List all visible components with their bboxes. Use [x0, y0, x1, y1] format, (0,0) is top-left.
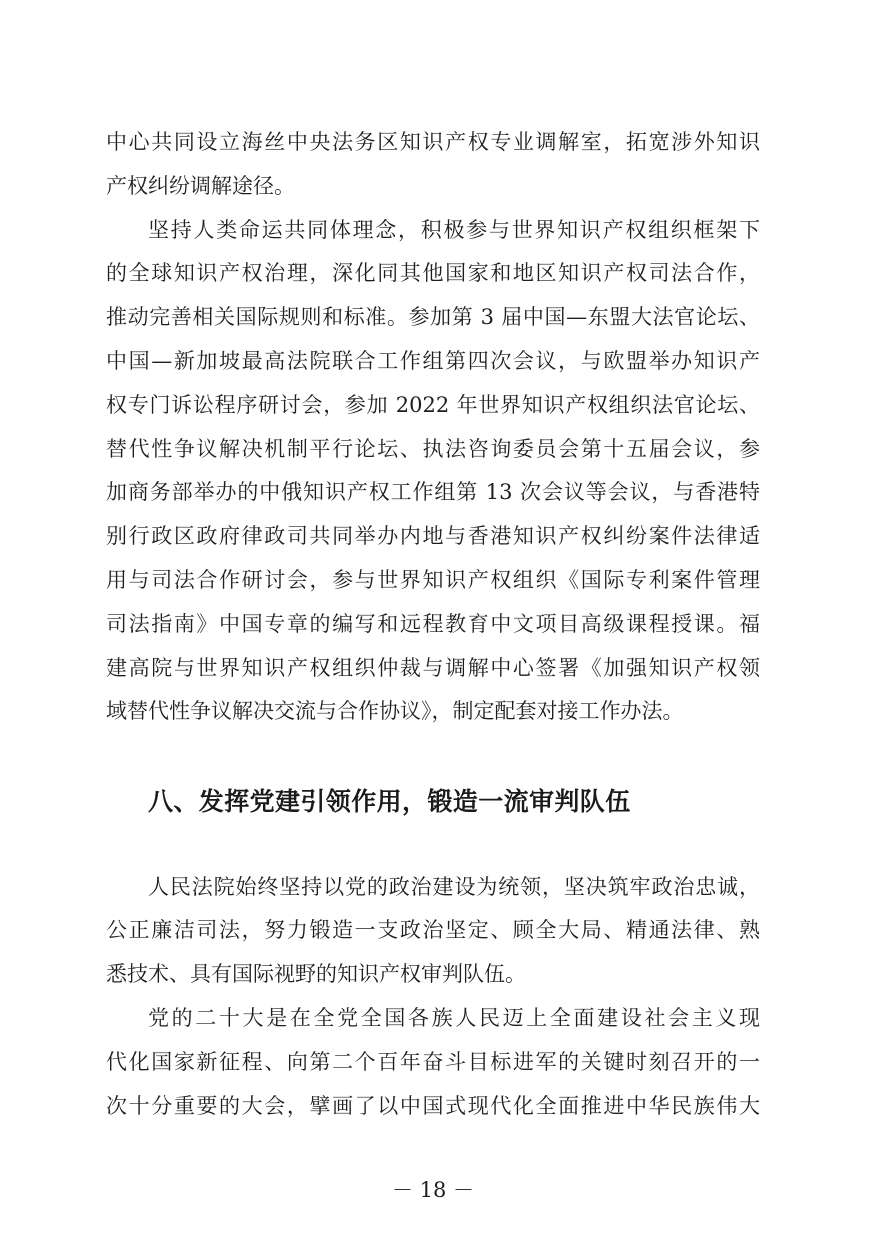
- text-line: 域替代性争议解决交流与合作协议》，制定配套对接工作办法。: [106, 699, 684, 724]
- body-text: [106, 121, 760, 1128]
- text-line: 建高院与世界知识产权组织仲裁与调解中心签署《加强知识产权领: [106, 655, 760, 680]
- text-line: 悉技术、具有国际视野的知识产权审判队伍。: [106, 962, 526, 987]
- text-line: 别行政区政府律政司共同举办内地与香港知识产权纠纷案件法律适: [106, 524, 760, 549]
- paragraph: [106, 209, 760, 735]
- paragraph: [106, 121, 760, 209]
- text-line: 代化国家新征程、向第二个百年奋斗目标进军的关键时刻召开的一: [106, 1049, 760, 1074]
- section-heading-block: [106, 734, 760, 865]
- text-line: 中心共同设立海丝中央法务区知识产权专业调解室，拓宽涉外知识: [106, 130, 760, 154]
- text-line: 党的二十大是在全党全国各族人民迈上全面建设社会主义现: [148, 1005, 760, 1030]
- text-line: 司法指南》中国专章的编写和远程教育中文项目高级课程授课。福: [106, 611, 760, 636]
- paragraph: [106, 997, 760, 1128]
- text-line: 的全球知识产权治理，深化同其他国家和地区知识产权司法合作，: [106, 261, 760, 286]
- text-line: 产权纠纷调解途径。: [106, 173, 295, 198]
- text-line: 用与司法合作研讨会，参与世界知识产权组织《国际专利案件管理: [106, 567, 760, 592]
- text-line: 推动完善相关国际规则和标准。参加第 3 届中国—东盟大法官论坛、: [106, 305, 760, 330]
- text-line: 坚持人类命运共同体理念，积极参与世界知识产权组织框架下: [148, 217, 760, 242]
- text-line: 人民法院始终坚持以党的政治建设为统领，坚决筑牢政治忠诚，: [148, 874, 760, 899]
- text-line: 加商务部举办的中俄知识产权工作组第 13 次会议等会议，与香港特: [106, 480, 760, 505]
- text-line: 替代性争议解决机制平行论坛、执法咨询委员会第十五届会议，参: [106, 436, 760, 461]
- text-line: 中国—新加坡最高法院联合工作组第四次会议，与欧盟举办知识产: [106, 348, 760, 373]
- text-line: 权专门诉讼程序研讨会，参加 2022 年世界知识产权组织法官论坛、: [106, 392, 760, 417]
- text-line: 次十分重要的大会，擘画了以中国式现代化全面推进中华民族伟大: [106, 1093, 760, 1118]
- paragraph: [106, 866, 760, 997]
- text-line: 公正廉洁司法，努力锻造一支政治坚定、顾全大局、精通法律、熟: [106, 918, 760, 943]
- section-heading: 八、发挥党建引领作用，锻造一流审判队伍: [148, 786, 631, 816]
- page-number: － 18 －: [391, 1178, 475, 1202]
